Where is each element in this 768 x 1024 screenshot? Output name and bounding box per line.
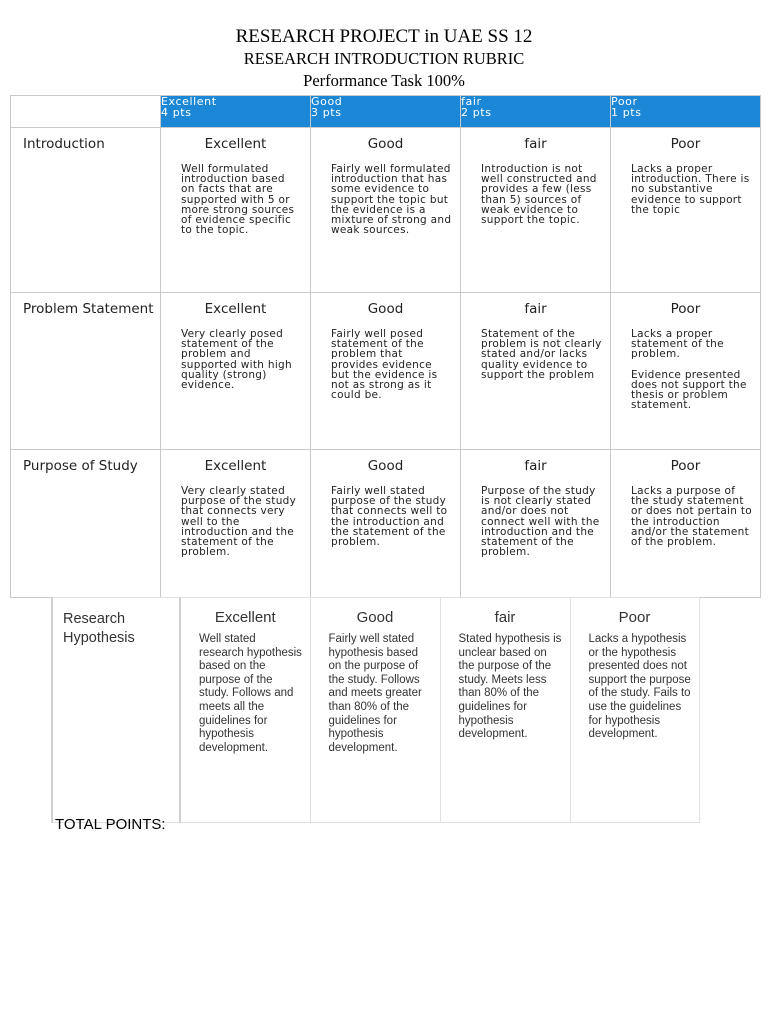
- hypothesis-rubric-table: [51, 597, 700, 823]
- cell-description: Lacks a proper statement of the problem.: [631, 328, 724, 361]
- rubric-table: [10, 95, 761, 598]
- document-header: [0, 26, 768, 92]
- rating-label: Good: [356, 609, 394, 626]
- rubric-cell: [311, 293, 461, 450]
- cell-description: Introduction is not well constructed and provides a few (less than 5) sources of weak evidence to support the topic.: [481, 163, 597, 227]
- cell-description-extra: Evidence presented does not support the thesis or problem statement.: [631, 368, 747, 412]
- rating-label: fair: [494, 609, 516, 626]
- rating-label: Excellent: [214, 609, 276, 626]
- header-blank-cell: [11, 96, 161, 128]
- criterion-label: Research Hypothesis: [52, 598, 180, 823]
- header-level-poor: Poor 1 pts: [611, 96, 761, 128]
- rubric-cell: [161, 128, 311, 293]
- rating-label: fair: [524, 136, 547, 152]
- rating-label: Poor: [670, 458, 701, 474]
- rubric-header-row: [11, 96, 761, 128]
- rubric-subtitle: RESEARCH INTRODUCTION RUBRIC: [243, 49, 525, 68]
- criterion-label: Problem Statement: [11, 293, 161, 450]
- rating-label: Good: [367, 458, 404, 474]
- cell-description: Well formulated introduction based on facts that are supported with 5 or more strong sources of evidence specific to the topic.: [181, 163, 295, 237]
- table-row: [52, 598, 699, 823]
- rubric-cell: [461, 293, 611, 450]
- cell-description: Fairly well stated hypothesis based on the purpose of the study. Follows and meets greater than 80% of the guidelines for hypothesis development.: [328, 633, 422, 754]
- rubric-cell: [461, 450, 611, 598]
- cell-description: Lacks a hypothesis or the hypothesis presented does not support the purpose of the study. Fails to use the guidelines for hypothesis development.: [588, 633, 691, 741]
- rating-label: Poor: [670, 301, 701, 317]
- rating-label: Good: [367, 301, 404, 317]
- cell-description: Purpose of the study is not clearly stated and/or does not connect well with the introduction and the statement of the problem.: [481, 485, 600, 559]
- rating-label: Excellent: [204, 301, 267, 317]
- cell-description: Very clearly posed statement of the problem and supported with high quality (strong) evidence.: [181, 328, 292, 392]
- rating-label: fair: [524, 458, 547, 474]
- rating-label: Excellent: [204, 136, 267, 152]
- header-level-fair: fair 2 pts: [461, 96, 611, 128]
- table-row: [11, 293, 761, 450]
- rubric-cell: [161, 450, 311, 598]
- rubric-cell: [161, 293, 311, 450]
- cell-description: Fairly well stated purpose of the study that connects well to the introduction and the statement of the problem.: [331, 485, 448, 549]
- cell-description: Statement of the problem is not clearly stated and/or lacks quality evidence to support the problem: [481, 328, 602, 381]
- rubric-cell: [311, 128, 461, 293]
- rating-label: Poor: [618, 609, 651, 626]
- table-row: [11, 128, 761, 293]
- cell-description: Well stated research hypothesis based on the purpose of the study. Follows and meets all the guidelines for hypothesis development.: [199, 633, 302, 754]
- criterion-label: Introduction: [11, 128, 161, 293]
- rubric-cell: [440, 598, 570, 823]
- header-level-good: Good 3 pts: [311, 96, 461, 128]
- performance-task-label: Performance Task 100%: [303, 71, 465, 90]
- page-title: RESEARCH PROJECT in UAE SS 12: [235, 26, 533, 47]
- cell-description: Stated hypothesis is unclear based on the purpose of the study. Meets less than 80% of the guidelines for hypothesis development.: [458, 633, 562, 741]
- rubric-cell: [611, 450, 761, 598]
- rating-label: Poor: [670, 136, 701, 152]
- rating-label: Good: [367, 136, 404, 152]
- rating-label: fair: [524, 301, 547, 317]
- table-row: [11, 450, 761, 598]
- rubric-cell: [570, 598, 699, 823]
- cell-description: Fairly well formulated introduction that has some evidence to support the topic but the evidence is a mixture of strong and weak sources.: [331, 163, 452, 237]
- rubric-cell: [611, 293, 761, 450]
- cell-description: Fairly well posed statement of the problem that provides evidence but the evidence is not as strong as it could be.: [331, 328, 438, 402]
- cell-description: Very clearly stated purpose of the study that connects very well to the introduction and the statement of the problem.: [181, 485, 297, 559]
- rubric-cell: [180, 598, 310, 823]
- cell-description: Lacks a purpose of the study statement or does not pertain to the introduction and/or the statement of the problem.: [631, 485, 753, 549]
- rubric-cell: [311, 450, 461, 598]
- cell-description: Lacks a proper introduction. There is no substantive evidence to support the topic: [631, 163, 750, 216]
- header-level-excellent: Excellent 4 pts: [161, 96, 311, 128]
- total-points-label: TOTAL POINTS:: [55, 816, 166, 833]
- rubric-cell: [310, 598, 440, 823]
- rubric-cell: [611, 128, 761, 293]
- rating-label: Excellent: [204, 458, 267, 474]
- criterion-label: Purpose of Study: [11, 450, 161, 598]
- rubric-cell: [461, 128, 611, 293]
